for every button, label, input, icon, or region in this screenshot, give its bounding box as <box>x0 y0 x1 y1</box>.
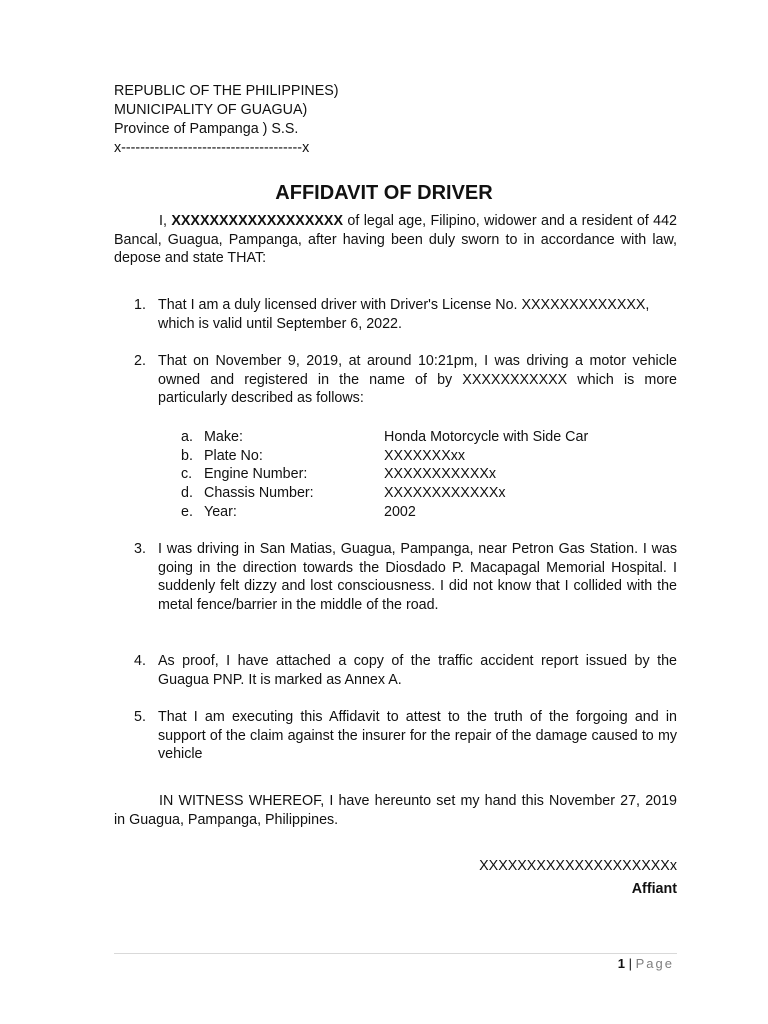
item-number: 4. <box>134 653 146 669</box>
page-number: 1 <box>617 956 626 971</box>
statement-item-5 <box>134 708 677 764</box>
spec-row-chassis <box>181 484 641 503</box>
vehicle-specs-list <box>181 428 641 521</box>
witness-paragraph: IN WITNESS WHEREOF, I have hereunto set my hand this November 27, 2019 in Guagua, Pampanga, Philippines. <box>114 793 677 828</box>
caption-province: Province of Pampanga ) S.S. <box>114 121 299 137</box>
item-text: That I am executing this Affidavit to attest to the truth of the forgoing and in support of the claim against the insurer for the repair of the damage caused to my vehicle <box>158 709 677 762</box>
spec-value: 2002 <box>384 503 416 520</box>
spec-value: Honda Motorcycle with Side Car <box>384 429 589 445</box>
spec-value: XXXXXXXXXXXx <box>384 466 497 483</box>
spec-value: XXXXXXXXXXXXx <box>384 485 506 502</box>
spec-row-engine <box>181 465 641 484</box>
spec-letter: e. <box>181 503 193 520</box>
item-text: As proof, I have attached a copy of the traffic accident report issued by the Guagua PNP. It is marked as Annex A. <box>158 653 677 688</box>
intro-paragraph <box>114 212 677 268</box>
item-number: 5. <box>134 709 146 725</box>
item-text: I was driving in San Matias, Guagua, Pampanga, near Petron Gas Station. I was going in the direction towards the Diosdado P. Macapagal Memorial Hospital. I suddenly felt dizzy and lost consciousness. I did not know that I collided with the metal fence/barrier in the middle of the road. <box>158 541 677 613</box>
spec-row-year <box>181 503 641 522</box>
spec-row-plate <box>181 447 641 466</box>
statement-item-4 <box>134 652 677 689</box>
caption-municipality: MUNICIPALITY OF GUAGUA) <box>114 102 308 118</box>
page-footer <box>618 955 674 974</box>
spec-letter: a. <box>181 429 193 445</box>
caption-republic: REPUBLIC OF THE PHILIPPINES) <box>114 83 339 99</box>
item-number: 1. <box>134 297 146 313</box>
item-text: That I am a duly licensed driver with Driver's License No. XXXXXXXXXXXXX, which is valid until September 6, 2022. <box>158 297 650 332</box>
spec-letter: b. <box>181 447 193 464</box>
affiant-label: Affiant <box>631 881 677 897</box>
statement-item-2 <box>134 352 677 408</box>
intro-rest: of legal age, Filipino, widower and a resident of 442 Bancal, Guagua, Pampanga, after having been duly sworn to in accordance with law, depose and state THAT: <box>114 213 678 266</box>
affiant-signature-name: XXXXXXXXXXXXXXXXXXXXx <box>479 858 677 874</box>
spec-label: Plate No: <box>204 447 263 464</box>
item-text: That on November 9, 2019, at around 10:21pm, I was driving a motor vehicle owned and registered in the name of by XXXXXXXXXXX which is more particularly described as follows: <box>158 353 677 406</box>
spec-label: Chassis Number: <box>204 485 314 502</box>
page-separator: | <box>625 956 636 971</box>
spec-letter: c. <box>181 466 193 483</box>
statement-item-1 <box>134 296 677 333</box>
affiant-name: XXXXXXXXXXXXXXXXXX <box>171 213 343 229</box>
item-number: 2. <box>134 353 146 369</box>
page-label: Page <box>635 956 674 971</box>
spec-label: Make: <box>204 429 243 445</box>
footer-divider <box>114 953 677 954</box>
statement-item-3 <box>134 540 677 614</box>
spec-label: Year: <box>204 503 237 520</box>
venue-caption <box>114 82 434 158</box>
intro-prefix: I, <box>159 213 172 229</box>
caption-divider: x--------------------------------------x <box>114 140 310 156</box>
spec-row-make <box>181 428 641 447</box>
spec-value: XXXXXXXxx <box>384 447 466 464</box>
spec-letter: d. <box>181 485 193 502</box>
item-number: 3. <box>134 541 146 557</box>
spec-label: Engine Number: <box>204 466 308 483</box>
document-title: AFFIDAVIT OF DRIVER <box>275 182 493 204</box>
